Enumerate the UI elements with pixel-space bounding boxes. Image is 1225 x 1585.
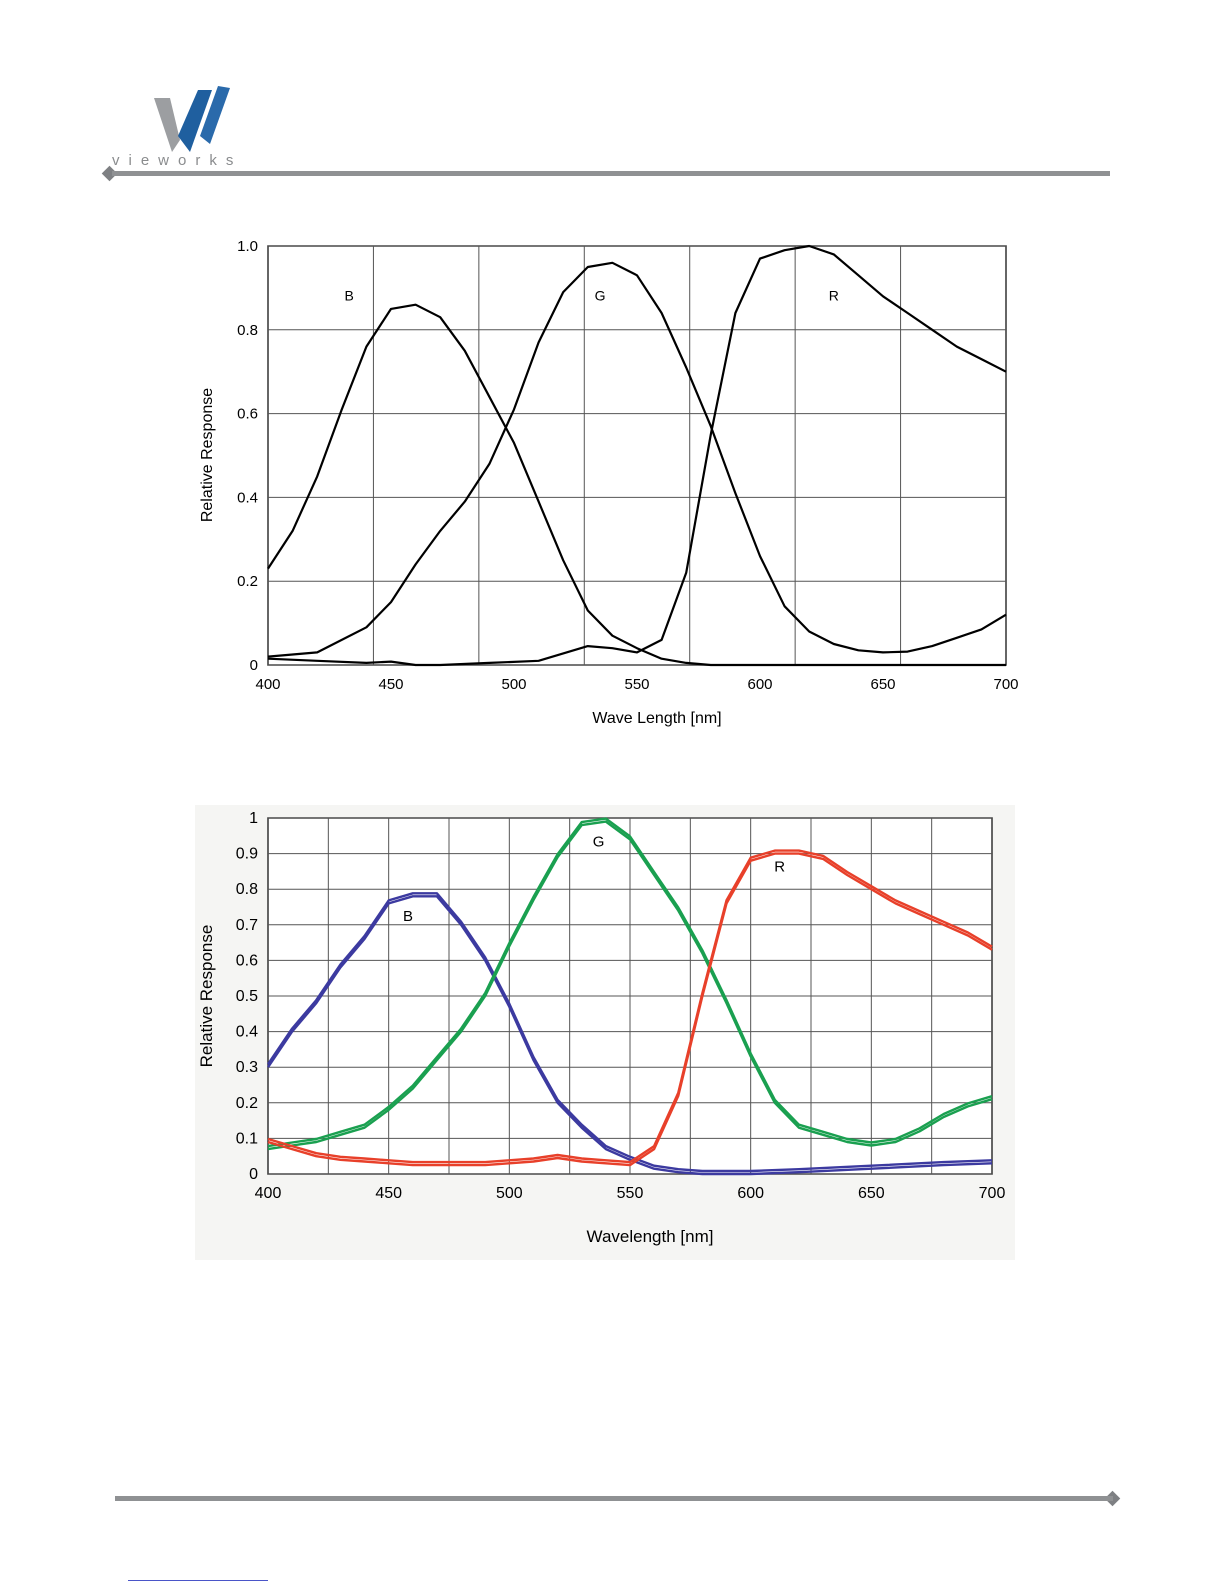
y-tick-label: 0.9: [235, 845, 258, 863]
x-tick-label: 500: [501, 676, 527, 693]
x-axis-title: Wave Length [nm]: [592, 710, 722, 727]
x-tick-label: 550: [624, 676, 650, 693]
y-tick-label: 0.8: [237, 321, 258, 339]
x-tick-label: 650: [857, 1185, 885, 1202]
series-label-B: B: [402, 908, 413, 926]
series-label-G: G: [592, 833, 605, 851]
chart-spectral-response-mono: [0, 0, 1225, 760]
footer-link-underline: [128, 1580, 268, 1581]
series-label-R: R: [774, 858, 786, 876]
y-axis-title: Relative Response: [197, 924, 216, 1068]
x-tick-label: 700: [978, 1185, 1006, 1202]
y-tick-label: 1.0: [237, 238, 258, 255]
x-tick-label: 450: [378, 676, 404, 693]
x-axis-title: Wavelength [nm]: [586, 1227, 714, 1246]
y-tick-label: 0.6: [235, 952, 258, 970]
y-tick-label: 0.1: [235, 1130, 258, 1148]
series-label-R: R: [828, 287, 839, 304]
series-label-G: G: [594, 287, 606, 304]
y-tick-label: 0: [249, 1166, 258, 1183]
x-tick-label: 450: [375, 1185, 403, 1202]
x-tick-label: 650: [870, 676, 896, 693]
y-tick-label: 0: [249, 657, 258, 674]
x-tick-label: 700: [993, 676, 1019, 693]
footer-rule: [115, 1496, 1113, 1501]
x-tick-label: 550: [616, 1185, 644, 1202]
y-tick-label: 0.7: [235, 916, 258, 934]
y-tick-label: 0.4: [237, 489, 258, 507]
plot-area: [268, 246, 1006, 665]
x-tick-label: 400: [255, 676, 281, 693]
chart-spectral-response-color: [0, 760, 1225, 1280]
x-tick-label: 600: [747, 676, 773, 693]
y-tick-label: 0.5: [235, 988, 258, 1005]
y-axis-title: Relative Response: [199, 387, 216, 523]
y-tick-label: 0.3: [235, 1059, 258, 1077]
x-tick-label: 600: [737, 1185, 765, 1202]
y-tick-label: 0.8: [235, 881, 258, 899]
series-label-B: B: [344, 287, 354, 304]
y-tick-label: 0.2: [235, 1094, 258, 1112]
y-tick-label: 0.4: [235, 1023, 258, 1041]
y-tick-label: 0.6: [237, 405, 258, 423]
logo-wordmark: vieworks: [112, 152, 243, 169]
y-tick-label: 1: [249, 810, 258, 827]
y-tick-label: 0.2: [237, 573, 258, 591]
x-tick-label: 400: [254, 1185, 282, 1202]
x-tick-label: 500: [495, 1185, 523, 1202]
